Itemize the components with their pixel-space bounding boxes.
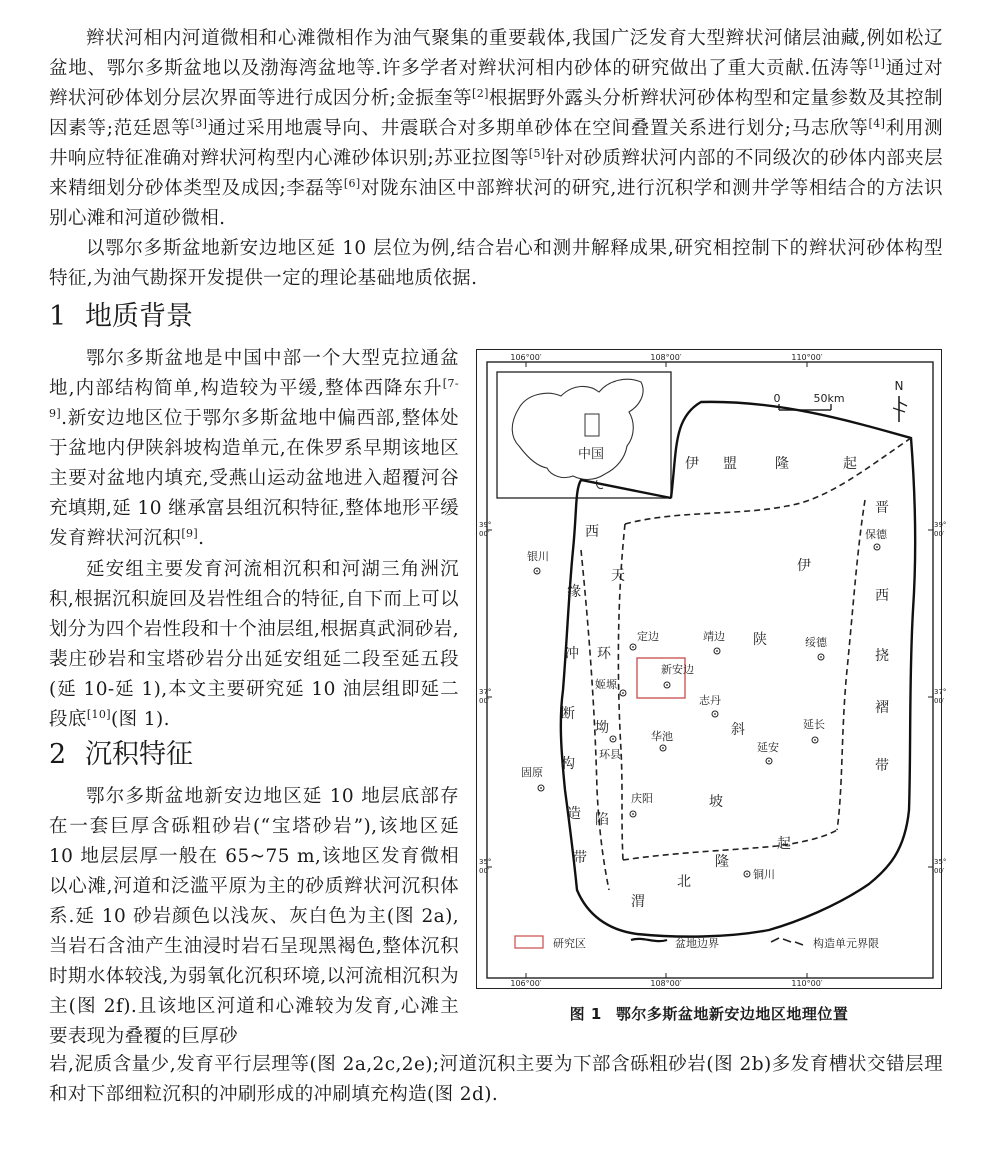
lat-label-left: 00′ [479, 530, 490, 538]
svg-text:延安: 延安 [757, 741, 779, 754]
unit-label: 晋 [875, 500, 889, 516]
section-2-paragraph-1: 鄂尔多斯盆地新安边地区延 10 地层底部存在一套巨厚含砾粗砂岩(“宝塔砂岩”),该地区延 10 地层层厚一般在 65~75 m,该地区发育微相以心滩,河道和泛滥平原为主的砂质辫状河沉积体系.延 10 砂岩颜色以浅灰、灰白色为主(图 2a),当岩石含油产生油浸时岩石呈现黑褐色,整体沉积时期水体较浅,为弱氧化沉积环境,以河流相沉积为主(图 2f).且该地区河道和心滩较为发育,心滩主要表现为叠覆的巨厚砂 [49, 786, 459, 1047]
city-qingyang [630, 791, 653, 817]
section-2-paragraph-1-continued: 岩,泥质含量少,发育平行层理等(图 2a,2c,2e);河道沉积主要为下部含砾粗砂岩(图 2b)多发育槽状交错层理和对下部细粒沉积的冲刷形成的冲刷填充构造(图 2d). [49, 1054, 943, 1105]
lat-label-right: 00′ [934, 530, 945, 538]
city-suide [805, 635, 828, 660]
citation-ref: [1] [868, 56, 886, 70]
unit-label: 陷 [595, 812, 609, 828]
city-jiyuan [595, 677, 626, 696]
north-arrow-icon [893, 379, 907, 422]
scale-label: 50km [813, 392, 845, 405]
city-guyuan [521, 766, 544, 791]
section-2-title: 沉积特征 [85, 739, 193, 770]
structural-boundaries [581, 438, 911, 890]
svg-text:新安边: 新安边 [661, 663, 694, 676]
section-1-paragraph-1: 鄂尔多斯盆地是中国中部一个大型克拉通盆地,内部结构简单,构造较为平缓,整体西降东升[7-9].新安边地区位于鄂尔多斯盆地中偏西部,整体处于盆地内伊陕斜坡构造单元,在侏罗系早期该地区主要对盆地内填充,受燕山运动盆地进入超覆河谷充填期,延 10 继承富县组沉积特征,整体地形平缓发育辫状河沉积[9]. [49, 348, 459, 549]
svg-text:华池: 华池 [651, 730, 673, 743]
section-1-heading [49, 300, 193, 334]
city-dingbian [630, 629, 659, 650]
figure-1-caption-text: 鄂尔多斯盆地新安边地区地理位置 [615, 1005, 849, 1023]
unit-label: 西 [875, 588, 889, 604]
figure-1-map [476, 349, 947, 989]
citation-ref: [6] [343, 176, 361, 190]
lon-label-bottom: 106°00′ [510, 979, 542, 988]
lat-label-left: 35° [479, 858, 492, 866]
lon-label-bottom: 108°00′ [650, 979, 682, 988]
unit-label: 冲 [565, 646, 579, 662]
city-yanan [757, 740, 779, 764]
unit-label: 构 [561, 756, 575, 772]
svg-text:固原: 固原 [521, 766, 543, 779]
section-1-number: 1 [49, 301, 67, 332]
inset-label-china: 中国 [577, 447, 605, 462]
city-zhidan [699, 693, 721, 717]
svg-text:绥德: 绥德 [805, 636, 827, 649]
svg-text:延长: 延长 [803, 718, 825, 731]
lat-label-right: 00′ [934, 697, 945, 705]
city-baode [865, 527, 888, 550]
lon-label-top: 108°00′ [650, 353, 682, 362]
unit-label: 北 [677, 874, 691, 890]
unit-label: 斜 [731, 722, 745, 738]
figure-1-caption [476, 1003, 942, 1024]
unit-label: 渭 [631, 894, 645, 910]
map-legend [515, 936, 879, 950]
svg-text:定边: 定边 [637, 630, 659, 643]
city-jingbian [703, 629, 725, 654]
unit-label: 带 [875, 758, 889, 774]
city-markers [521, 527, 888, 881]
figure-1-caption-label: 图 1 [569, 1005, 602, 1023]
citation-ref: [4] [868, 116, 886, 130]
section-2-heading [49, 738, 193, 772]
scale-zero: 0 [773, 392, 781, 405]
city-huachi [651, 729, 673, 751]
lat-label-right: 00′ [934, 867, 945, 875]
unit-label: 隆 [775, 456, 789, 472]
svg-text:庆阳: 庆阳 [631, 792, 653, 805]
lat-label-left: 00′ [479, 697, 490, 705]
legend-label: 构造单元界限 [813, 937, 879, 950]
unit-label: 褶 [875, 700, 889, 716]
unit-label: 造 [567, 806, 581, 822]
city-yanchang [803, 718, 825, 743]
unit-label: 伊 [797, 558, 811, 574]
legend-structural-boundary-icon [771, 938, 803, 945]
svg-text:靖边: 靖边 [703, 630, 725, 643]
unit-label: 坡 [709, 794, 723, 810]
intro-paragraph-2: 以鄂尔多斯盆地新安边地区延 10 层位为例,结合岩心和测井解释成果,研究相控制下的辫状河砂体构型特征,为油气勘探开发提供一定的理论基础地质依据. [49, 238, 943, 289]
svg-text:志丹: 志丹 [699, 694, 721, 707]
lat-label-right: 39° [934, 521, 947, 529]
city-tongchuan [744, 867, 775, 881]
citation-ref: [10] [86, 707, 111, 721]
boundary-weibei [623, 830, 837, 860]
lon-label-top: 106°00′ [510, 353, 542, 362]
legend-label: 盆地边界 [675, 937, 719, 950]
legend-study-area-icon [515, 936, 543, 948]
unit-label: 陕 [753, 632, 767, 648]
citation-ref: [3] [190, 116, 208, 130]
legend-label: 研究区 [553, 937, 586, 950]
intro-paragraph-1: 辫状河相内河道微相和心滩微相作为油气聚集的重要载体,我国广泛发育大型辫状河储层油藏,例如松辽盆地、鄂尔多斯盆地以及渤海湾盆地等.许多学者对辫状河相内砂体的研究做出了重大贡献.伍涛等[1]通过对辫状河砂体划分层次界面等进行成因分析;金振奎等[2]根据野外露头分析辫状河砂体构型和定量参数及其控制因素等;范廷恩等[3]通过采用地震导向、井震联合对多期单砂体在空间叠置关系进行划分;马志欣等[4]利用测井响应特征准确对辫状河构型内心滩砂体识别;苏亚拉图等[5]针对砂质辫状河内部的不同级次的砂体内部夹层来精细划分砂体类型及成因;李磊等[6]对陇东油区中部辫状河的研究,进行沉积学和测井学等相结合的方法识别心滩和河道砂微相. [49, 28, 944, 229]
north-label: N [894, 379, 904, 393]
unit-label: 起 [777, 836, 791, 852]
citation-ref: [5] [528, 146, 546, 160]
unit-label: 缘 [567, 584, 581, 600]
unit-label: 断 [561, 706, 575, 722]
section-1-title: 地质背景 [85, 301, 193, 332]
lat-label-left: 00′ [479, 867, 490, 875]
svg-text:铜川: 铜川 [753, 868, 775, 881]
unit-label: 伊 [685, 456, 699, 472]
svg-text:银川: 银川 [527, 550, 549, 563]
lat-label-right: 35° [934, 858, 947, 866]
city-huanxian [599, 736, 621, 761]
unit-label: 西 [585, 524, 599, 540]
svg-text:保德: 保德 [865, 528, 887, 541]
legend-basin-boundary-icon [631, 939, 667, 941]
svg-text:环县: 环县 [599, 748, 621, 761]
unit-label: 环 [597, 646, 611, 662]
unit-label: 隆 [715, 854, 729, 870]
citation-ref: [7-9] [49, 376, 459, 420]
citation-ref: [9] [181, 526, 199, 540]
lon-label-top: 110°00′ [791, 353, 823, 362]
unit-label: 挠 [875, 648, 889, 664]
boundary-jinxi [837, 500, 865, 830]
map-svg [477, 350, 947, 990]
unit-label: 坳 [595, 720, 609, 736]
section-2-number: 2 [49, 739, 67, 770]
lat-label-left: 39° [479, 521, 492, 529]
svg-text:姬塬: 姬塬 [595, 678, 617, 691]
lat-label-right: 37° [934, 688, 947, 696]
lon-label-bottom: 110°00′ [791, 979, 823, 988]
section-1-paragraph-2: 延安组主要发育河流相沉积和河湖三角洲沉积,根据沉积旋回及岩性组合的特征,自下而上可以划分为四个岩性段和十个油层组,根据真武洞砂岩,裴庄砂岩和宝塔砂岩分出延安组延二段至延五段(延 10-延 1),本文主要研究延 10 油层组即延二段底[10](图 1). [49, 559, 459, 730]
city-xinanbian [661, 662, 694, 688]
citation-ref: [2] [472, 86, 489, 100]
city-yinchuan [527, 549, 549, 574]
unit-label: 带 [573, 850, 587, 866]
unit-label: 天 [611, 568, 625, 584]
unit-label: 起 [843, 456, 857, 472]
lat-label-left: 37° [479, 688, 492, 696]
unit-label: 盟 [723, 456, 737, 472]
